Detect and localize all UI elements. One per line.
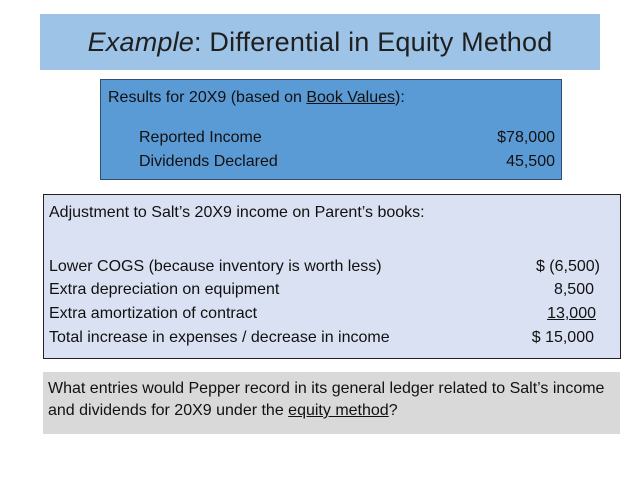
adjustment-line-label: Extra amortization of contract [49,305,258,322]
title-rest: : Differential in Equity Method [194,26,553,57]
results-row-value: $78,000 [497,129,555,146]
results-row-reported-income [139,129,555,149]
adjustment-heading: Adjustment to Salt’s 20X9 income on Parent’s books: [49,204,425,221]
results-heading [108,89,405,107]
results-row-dividends-declared [139,153,555,173]
adjustment-line-value: $ 15,000 [531,329,594,346]
results-heading-book-values: Book Values [306,89,395,106]
adjustment-line-lower-cogs [49,258,620,278]
adjustment-line-value: $ (6,500) [535,258,600,275]
adjustment-line-value: 13,000 [547,305,596,322]
adjustment-line-depreciation [49,281,620,301]
title-italic: Example [87,26,195,57]
adjustment-box [43,194,621,359]
results-row-value: 45,500 [506,153,555,170]
adjustment-line-value: 8,500 [553,281,594,298]
adjustment-line-label: Extra depreciation on equipment [49,281,280,298]
results-row-label: Reported Income [139,129,262,146]
adjustment-line-total [49,329,620,349]
results-heading-prefix: Results for 20X9 (based on [108,89,307,106]
question-prefix: What entries would Pepper record in its general ledger related to Salt’s income and dividends for 20X9 under the [48,380,605,419]
adjustment-line-amortization [49,305,620,325]
adjustment-line-label: Total increase in expenses / decrease in income [49,329,390,346]
results-box [100,79,562,180]
adjustment-line-label: Lower COGS (because inventory is worth less) [49,258,382,275]
question-box [43,372,620,434]
results-heading-suffix: ): [395,89,405,106]
slide-title [40,14,600,70]
question-suffix: ? [388,402,398,419]
results-row-label: Dividends Declared [139,153,278,170]
question-equity-method: equity method [288,402,389,419]
